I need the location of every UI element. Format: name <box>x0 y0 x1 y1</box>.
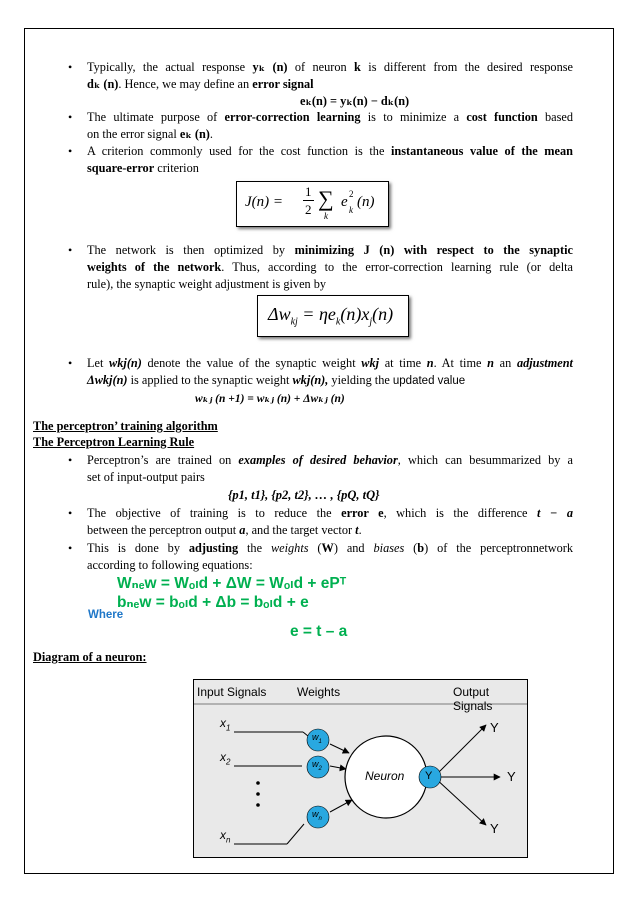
cost-function-formula: J(n) = 1 2 ∑ k e 2 k (n) <box>236 181 389 227</box>
input-x2: $x_2$ <box>220 750 231 767</box>
error-signal-equation: eₖ(n) = yₖ(n) − dₖ(n) <box>300 94 410 108</box>
input-xn: $x_n$ <box>220 828 231 845</box>
ellipsis-label <box>194 680 195 681</box>
bullet-7: • <box>68 506 73 520</box>
p1-line1: Typically, the actual response yₖ (n) of neuron k is different from the desired response <box>87 60 573 74</box>
p5-line1: Let wkj(n) denote the value of the synaptic weight wkj at time n. At time n an adjustment <box>87 356 573 370</box>
output-node-label: Y <box>425 770 433 782</box>
bullet-6: • <box>68 453 73 467</box>
weight-wn: $w_n$ <box>312 809 322 822</box>
p4-line1: The network is then optimized by minimizing J (n) with respect to the synaptic <box>87 243 573 257</box>
delta-rule-formula: $\Delta w_{kj} = \eta e_k(n)x_j(n)$ <box>257 295 409 337</box>
p5-line2: Δwkj(n) is applied to the synaptic weight wkj(n), yielding the updated value <box>87 373 466 387</box>
ellipsis-dot <box>256 781 260 785</box>
ellipsis-dot <box>256 792 260 796</box>
output-y1: Y <box>490 720 499 735</box>
weight-update-equation: wₖⱼ (n +1) = wₖⱼ (n) + Δwₖⱼ (n) <box>195 393 345 405</box>
heading-training-algorithm: The perceptron’ training algorithm <box>33 419 218 433</box>
p7-line1: The objective of training is to reduce the error e, which is the difference t − a <box>87 506 573 520</box>
p1-line2: dₖ (n). Hence, we may define an error signal <box>87 77 314 91</box>
bullet-5: • <box>68 356 73 370</box>
neuron-diagram <box>193 679 528 858</box>
weight-w2: $w_2$ <box>312 759 322 772</box>
where-label: Where <box>88 609 124 621</box>
weights-label: Weights <box>297 685 341 699</box>
p3-line1: A criterion commonly used for the cost function is the instantaneous value of the mean <box>87 144 573 158</box>
bullet-3: • <box>68 144 73 158</box>
input-output-pairs: {p1, t1}, {p2, t2}, … , {pQ, tQ} <box>228 488 380 502</box>
bias-update-rule: bₙₑw = bₒₗd + Δb = bₒₗd + e <box>117 594 309 611</box>
bullet-4: • <box>68 243 73 257</box>
neuron-label: Neuron <box>365 769 405 783</box>
p4-line2: weights of the network. Thus, according to the error-correction learning rule (or delta <box>87 260 573 274</box>
p8-line1: This is done by adjusting the weights (W) and biases (b) of the perceptronnetwork <box>87 541 574 555</box>
heading-neuron-diagram: Diagram of a neuron: <box>33 650 147 664</box>
input-signals-label: Input Signals <box>197 685 267 699</box>
ellipsis-dot <box>256 803 260 807</box>
output-signals-label: Output Signals <box>453 685 493 713</box>
weight-update-rule: Wₙₑw = Wₒₗd + ΔW = Wₒₗd + ePᵀ <box>117 575 347 592</box>
p3-line2: square-error criterion <box>87 161 199 175</box>
p8-line2: according to following equations: <box>87 558 253 572</box>
bullet-8: • <box>68 541 73 555</box>
output-y2: Y <box>507 769 516 784</box>
p6-line2: set of input-output pairs <box>87 470 205 484</box>
output-y3: Y <box>490 821 499 836</box>
error-definition: e = t – a <box>290 623 348 640</box>
heading-learning-rule: The Perceptron Learning Rule <box>33 435 195 449</box>
p2-line1: The ultimate purpose of error-correction learning is to minimize a cost function based <box>87 110 574 124</box>
bullet-1: • <box>68 60 73 74</box>
p7-line2: between the perceptron output a, and the target vector t. <box>87 523 362 537</box>
p6-line1: Perceptron’s are trained on examples of desired behavior, which can besummarized by a <box>87 453 573 467</box>
bullet-2: • <box>68 110 73 124</box>
weight-w1: $w_1$ <box>312 732 322 745</box>
p2-line2: on the error signal eₖ (n). <box>87 127 213 141</box>
input-x1: $x_1$ <box>220 716 231 733</box>
p4-line3: rule), the synaptic weight adjustment is given by <box>87 277 327 291</box>
